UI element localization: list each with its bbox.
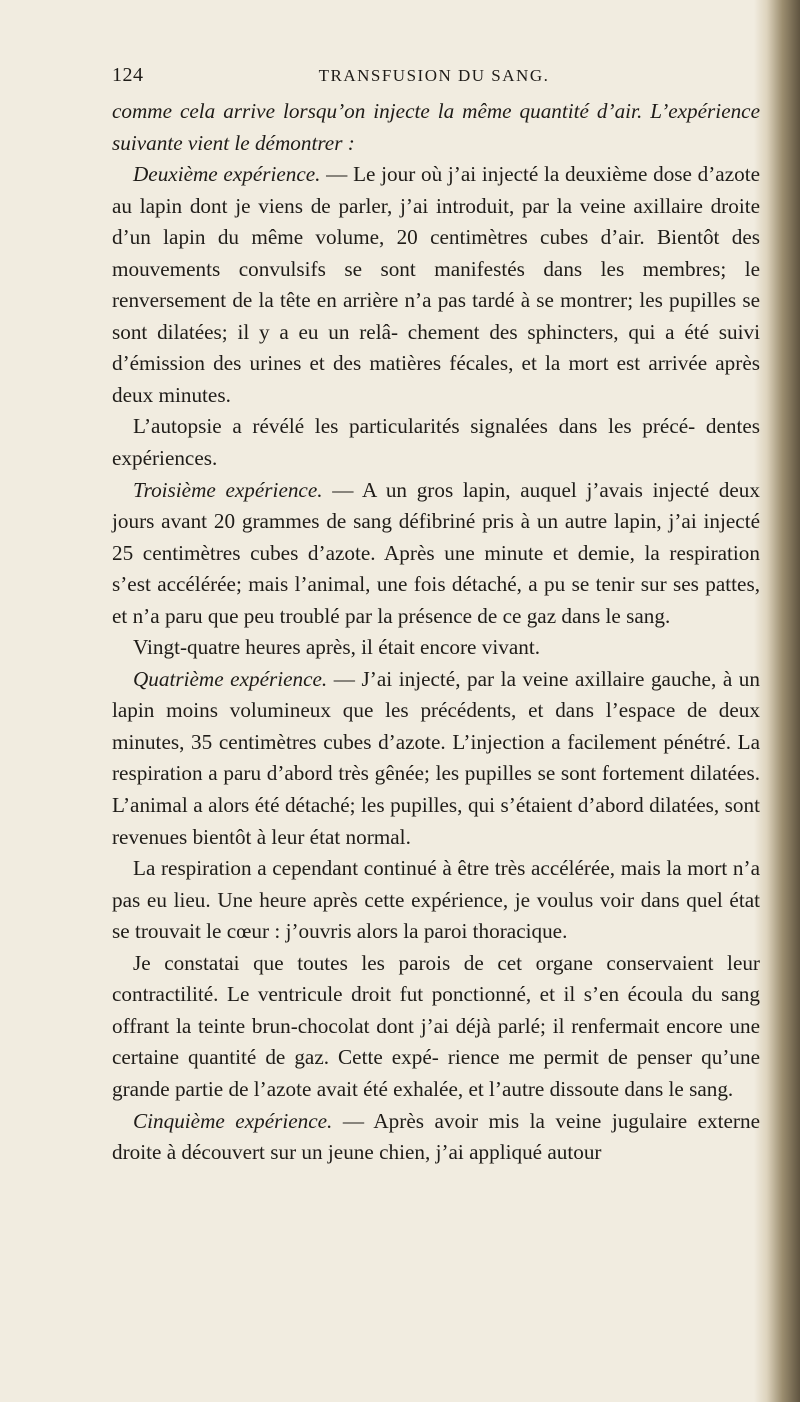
paragraph [112, 853, 760, 948]
paragraph-text: La respiration a cependant continué à être très accélérée, mais la mort n’a pas eu lieu. Une heure après cette expérience, je voulus voir dans quel état se trouvait le cœur : j’ouvris alors la paroi thoracique. [112, 856, 760, 944]
paragraph [112, 96, 760, 159]
body-text [112, 96, 760, 1169]
experiment-heading: Cinquième expérience. [133, 1108, 333, 1133]
page-number: 124 [112, 64, 144, 86]
paragraph [112, 948, 760, 1106]
paragraph [112, 1106, 760, 1169]
experiment-heading: Troisième expérience. [133, 477, 323, 502]
paragraph [112, 159, 760, 411]
paragraph-text: — Le jour où j’ai injecté la deuxième dose d’azote au lapin dont je viens de parler, j’ai introduit, par la veine axillaire droite d’un lapin du même volume, 20 centimètres cubes d’air. Bientôt des mouvements convulsifs se sont manifestés dans les membres; le renversement de la tête en arrière n’a pas tardé à se montrer; les pupilles se sont dilatées; il y a eu un relâ- chement des sphincters, qui a été suivi d’émission des urines et des matières fécales, et la mort est arrivée après deux minutes. [112, 162, 760, 407]
running-head: TRANSFUSION DU SANG. [318, 66, 550, 85]
paragraph-text: Vingt-quatre heures après, il était encore vivant. [133, 635, 541, 660]
paragraph [112, 664, 760, 853]
experiment-heading: Deuxième expérience. [133, 162, 321, 187]
paragraph [112, 411, 760, 474]
paragraph-text: — J’ai injecté, par la veine axillaire gauche, à un lapin moins volumineux que les précédents, et dans l’espace de deux minutes, 35 centimètres cubes d’azote. L’injection a facilement pénétré. La respiration a paru d’abord très gênée; les pupilles se sont fortement dilatées. L’animal a alors été détaché; les pupilles, qui s’étaient d’abord dilatées, sont revenues bientôt à leur état normal. [112, 666, 760, 849]
paragraph-text: L’autopsie a révélé les particularités signalées dans les précé- dentes expériences. [112, 414, 760, 471]
paragraph-text: — Après avoir mis la veine jugulaire externe droite à découvert sur un jeune chien, j’ai appliqué autour [112, 1108, 760, 1165]
paragraph-text: Je constatai que toutes les parois de cet organe conservaient leur contractilité. Le ventricule droit fut ponctionné, et il s’en écoula du sang offrant la teinte brun-chocolat dont j’ai déjà parlé; il renfermait encore une certaine quantité de gaz. Cette expé- rience me permit de penser qu’une grande partie de l’azote avait été exhalée, et l’autre dissoute dans le sang. [112, 950, 760, 1101]
paragraph [112, 632, 760, 664]
page-edge-shadow [754, 0, 800, 1402]
paragraph-text: — A un gros lapin, auquel j’avais injecté deux jours avant 20 grammes de sang défibriné pris à un autre lapin, j’ai injecté 25 centimètres cubes d’azote. Après une minute et demie, la respiration s’est accélérée; mais l’animal, une fois détaché, a pu se tenir sur ses pattes, et n’a paru que peu troublé par la présence de ce gaz dans le sang. [112, 477, 760, 628]
italic-lead: comme cela arrive lorsqu’on injecte la même quantité d’air. L’expérience suivante vient le démontrer : [112, 99, 760, 155]
page-header [112, 64, 756, 94]
paragraph [112, 475, 760, 633]
experiment-heading: Quatrième expérience. [133, 666, 328, 691]
